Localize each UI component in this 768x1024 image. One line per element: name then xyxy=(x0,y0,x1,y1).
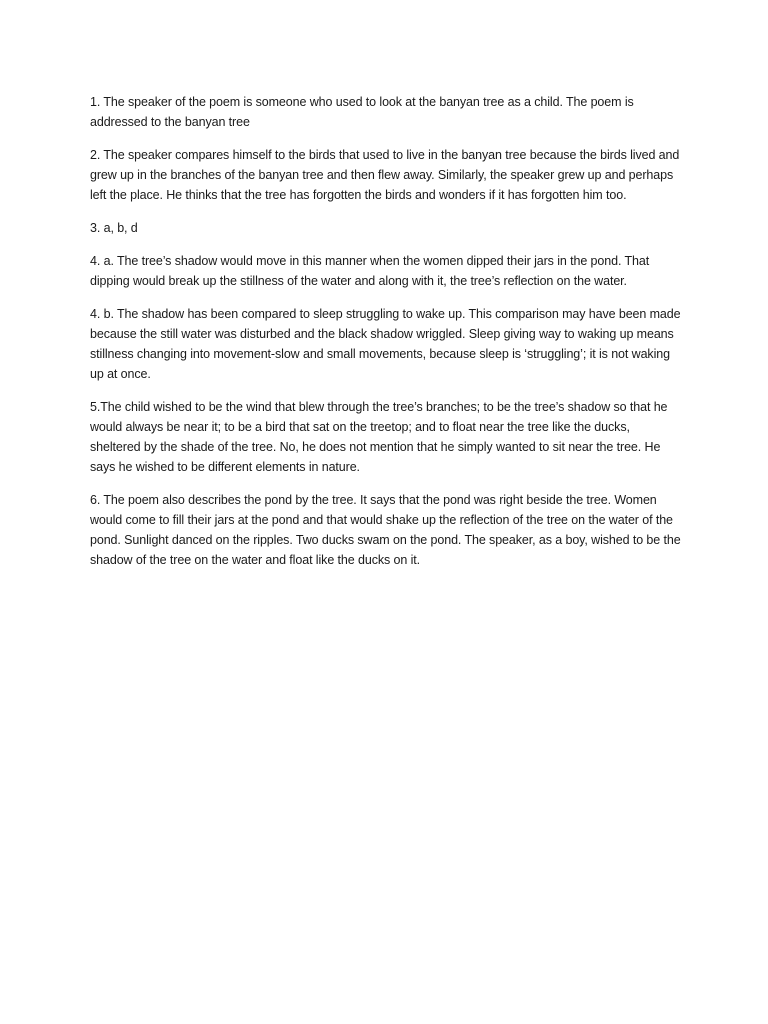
answer-5-paragraph: 5.The child wished to be the wind that blew through the tree’s branches; to be the tree’s shadow so that he would always be near it; to be a bird that sat on the treetop; and to float near the tree like the ducks, sheltered by the shade of the tree. No, he does not mention that he simply wanted to sit near the tree. He says he wished to be different elements in nature. xyxy=(90,400,668,474)
answer-3-paragraph: 3. a, b, d xyxy=(90,221,138,235)
answer-4b-paragraph: 4. b. The shadow has been compared to sleep struggling to wake up. This comparison may have been made because the still water was disturbed and the black shadow wriggled. Sleep giving way to waking up means stillness changing into movement-slow and small movements, because sleep is ‘struggling’; it is not waking up at once. xyxy=(90,307,681,381)
answer-4a-paragraph: 4. a. The tree’s shadow would move in this manner when the women dipped their jars in the pond. That dipping would break up the stillness of the water and along with it, the tree’s reflection on the water. xyxy=(90,254,650,288)
answer-1-paragraph: 1. The speaker of the poem is someone who used to look at the banyan tree as a child. The poem is addressed to the banyan tree xyxy=(90,95,634,129)
answer-6-paragraph: 6. The poem also describes the pond by the tree. It says that the pond was right beside the tree. Women would come to fill their jars at the pond and that would shake up the reflection of the tree on the water of the pond. Sunlight danced on the ripples. Two ducks swam on the pond. The speaker, as a boy, wished to be the shadow of the tree on the water and float like the ducks on it. xyxy=(90,493,681,567)
document-body xyxy=(90,92,682,583)
answer-2-paragraph: 2. The speaker compares himself to the birds that used to live in the banyan tree because the birds lived and grew up in the branches of the banyan tree and then flew away. Similarly, the speaker grew up and perhaps left the place. He thinks that the tree has forgotten the birds and wonders if it has forgotten him too. xyxy=(90,148,680,202)
